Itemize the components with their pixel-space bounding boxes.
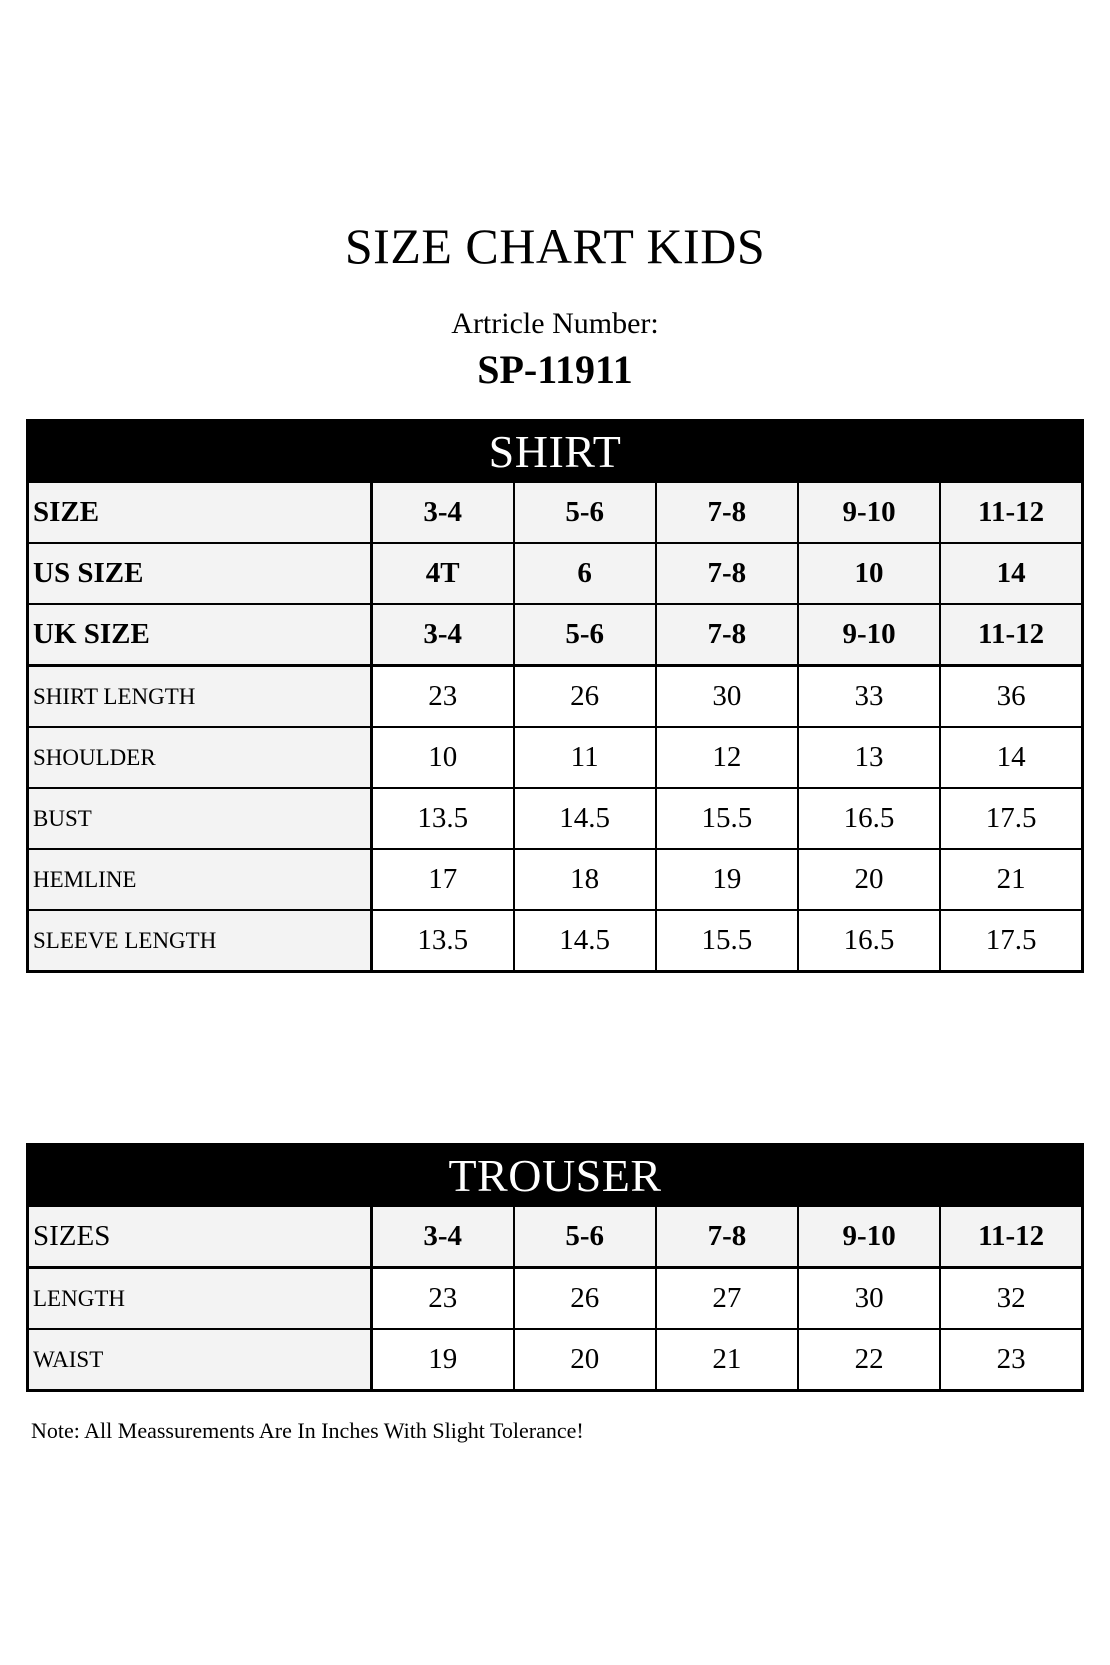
shirt-uk-size-row: [28, 604, 1083, 666]
table-cell: 13.5: [371, 788, 513, 849]
table-cell: 7-8: [656, 1206, 798, 1268]
table-cell: 20: [514, 1329, 656, 1391]
table-cell: 7-8: [656, 604, 798, 666]
table-cell: 19: [371, 1329, 513, 1391]
table-cell: 23: [371, 1268, 513, 1330]
trouser-table-title: TROUSER: [28, 1145, 1083, 1207]
table-cell: 3-4: [371, 604, 513, 666]
article-number: SP-11911: [477, 347, 633, 392]
table-cell: 21: [940, 849, 1082, 910]
table-cell: 22: [798, 1329, 940, 1391]
table-cell: 9-10: [798, 482, 940, 543]
table-cell: 12: [656, 727, 798, 788]
shirt-us-size-row: [28, 543, 1083, 604]
table-cell: 5-6: [514, 1206, 656, 1268]
table-cell: 23: [371, 666, 513, 728]
table-cell: 32: [940, 1268, 1082, 1330]
row-label: LENGTH: [28, 1268, 372, 1330]
table-cell: 13: [798, 727, 940, 788]
table-cell: 26: [514, 666, 656, 728]
table-cell: 11-12: [940, 482, 1082, 543]
table-cell: 19: [656, 849, 798, 910]
table-cell: 33: [798, 666, 940, 728]
row-label: SLEEVE LENGTH: [28, 910, 372, 972]
trouser-sizes-row: [28, 1206, 1083, 1268]
table-cell: 15.5: [656, 910, 798, 972]
row-label: US SIZE: [28, 543, 372, 604]
table-cell: 10: [371, 727, 513, 788]
table-cell: 11-12: [940, 604, 1082, 666]
trouser-size-table: [26, 1143, 1084, 1392]
table-cell: 9-10: [798, 1206, 940, 1268]
row-label: SHOULDER: [28, 727, 372, 788]
table-cell: 3-4: [371, 1206, 513, 1268]
shirt-table-title-row: [28, 421, 1083, 483]
table-row: [28, 788, 1083, 849]
table-row: [28, 727, 1083, 788]
table-cell: 15.5: [656, 788, 798, 849]
shirt-table-title: SHIRT: [28, 421, 1083, 483]
table-row: [28, 1268, 1083, 1330]
table-cell: 36: [940, 666, 1082, 728]
table-cell: 23: [940, 1329, 1082, 1391]
table-cell: 5-6: [514, 482, 656, 543]
table-cell: 7-8: [656, 543, 798, 604]
table-row: [28, 666, 1083, 728]
row-label: SHIRT LENGTH: [28, 666, 372, 728]
table-cell: 6: [514, 543, 656, 604]
table-cell: 14: [940, 727, 1082, 788]
table-cell: 14: [940, 543, 1082, 604]
table-row: [28, 849, 1083, 910]
measurement-note: Note: All Meassurements Are In Inches With Slight Tolerance!: [31, 1418, 584, 1443]
table-cell: 27: [656, 1268, 798, 1330]
table-cell: 16.5: [798, 910, 940, 972]
table-cell: 30: [656, 666, 798, 728]
shirt-size-table: [26, 419, 1084, 973]
table-cell: 5-6: [514, 604, 656, 666]
table-cell: 10: [798, 543, 940, 604]
page-title: SIZE CHART KIDS: [344, 218, 766, 274]
table-cell: 17.5: [940, 788, 1082, 849]
table-cell: 14.5: [514, 788, 656, 849]
table-cell: 11-12: [940, 1206, 1082, 1268]
table-cell: 14.5: [514, 910, 656, 972]
row-label: UK SIZE: [28, 604, 372, 666]
table-cell: 9-10: [798, 604, 940, 666]
table-row: [28, 1329, 1083, 1391]
article-number-label: Artricle Number:: [451, 307, 659, 340]
table-cell: 13.5: [371, 910, 513, 972]
trouser-table-title-row: [28, 1145, 1083, 1207]
table-cell: 11: [514, 727, 656, 788]
row-label: HEMLINE: [28, 849, 372, 910]
table-cell: 20: [798, 849, 940, 910]
row-label: SIZES: [28, 1206, 372, 1268]
table-cell: 7-8: [656, 482, 798, 543]
shirt-size-row: [28, 482, 1083, 543]
table-cell: 26: [514, 1268, 656, 1330]
table-cell: 16.5: [798, 788, 940, 849]
table-cell: 30: [798, 1268, 940, 1330]
row-label: SIZE: [28, 482, 372, 543]
table-cell: 17.5: [940, 910, 1082, 972]
table-cell: 3-4: [371, 482, 513, 543]
table-row: [28, 910, 1083, 972]
table-cell: 17: [371, 849, 513, 910]
row-label: BUST: [28, 788, 372, 849]
table-cell: 21: [656, 1329, 798, 1391]
table-cell: 18: [514, 849, 656, 910]
row-label: WAIST: [28, 1329, 372, 1391]
table-cell: 4T: [371, 543, 513, 604]
